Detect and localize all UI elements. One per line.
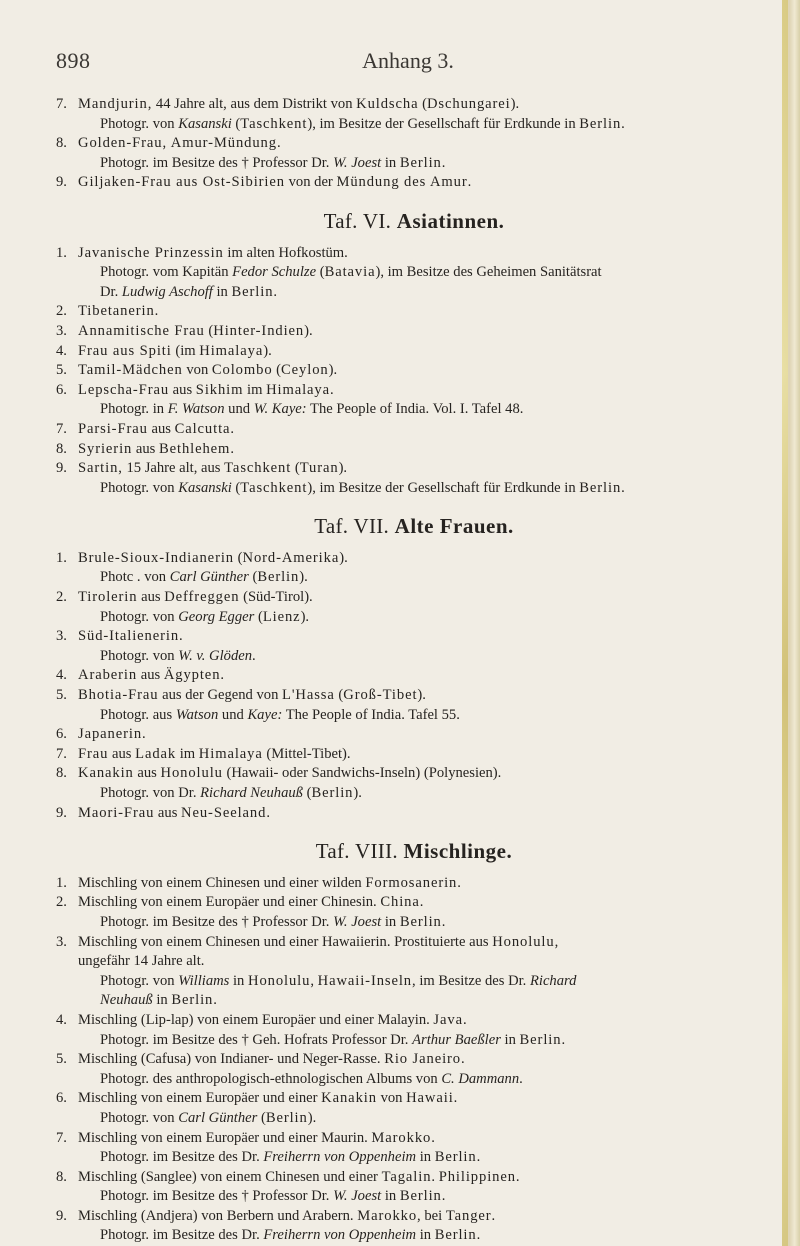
list-item: 4. Frau aus Spiti (im Himalaya). bbox=[56, 342, 772, 362]
entry-credit: Photogr. von Dr. Richard Neuhauß (Berlin). bbox=[100, 785, 362, 801]
list-item: 3. Annamitische Frau (Hinter-Indien). bbox=[56, 322, 772, 342]
entry-title: Mischling von einem Chinesen und einer Hawaiierin. Prostituierte aus Honolulu, bbox=[78, 933, 559, 950]
entry-credit: Photogr. vom Kapitän Fedor Schulze (Batavia), im Besitze des Geheimen Sanitätsrat bbox=[100, 264, 602, 281]
list-item: 8. Golden-Frau, Amur-Mündung. Photogr. im Besitze des † Professor Dr. W. Joest in Berlin. bbox=[56, 134, 772, 173]
list-item: 4. Mischling (Lip-lap) von einem Europäer und einer Malayin. Java. Photogr. im Besitze des † Geh. Hofrats Professor Dr. Arthur Baeßler in Berlin. bbox=[56, 1011, 772, 1050]
entry-credit: Photogr. im Besitze des † Geh. Hofrats Professor Dr. Arthur Baeßler in Berlin. bbox=[100, 1031, 566, 1048]
list-item: 4. Araberin aus Ägypten. bbox=[56, 666, 772, 686]
entry-title: Maori-Frau aus Neu-Seeland. bbox=[78, 804, 270, 821]
entry-title: Golden-Frau, Amur-Mündung. bbox=[78, 135, 282, 152]
entry-credit: Dr. Ludwig Aschoff in Berlin. bbox=[100, 283, 278, 300]
list-item: 7. Mandjurin, 44 Jahre alt, aus dem Distrikt von Kuldscha (Dschungarei). Photogr. von Kasanski (Taschkent), im Besitze der Gesellschaft für Erdkunde in Berlin. bbox=[56, 95, 772, 134]
entry-title: Süd-Italienerin. bbox=[78, 628, 184, 645]
entry-title: Sartin, 15 Jahre alt, aus Taschkent (Turan). bbox=[78, 460, 348, 477]
entry-credit: Photogr. des anthropologisch-ethnologischen Albums von C. Dammann. bbox=[100, 1070, 523, 1087]
entry-title: Mischling von einem Europäer und einer Maurin. Marokko. bbox=[78, 1129, 435, 1146]
entry-title: Brule-Sioux-Indianerin (Nord-Amerika). bbox=[78, 549, 348, 566]
entry-title: Mischling (Lip-lap) von einem Europäer und einer Malayin. Java. bbox=[78, 1011, 467, 1028]
page-content bbox=[56, 95, 772, 1246]
entry-credit: Photogr. von Kasanski (Taschkent), im Besitze der Gesellschaft für Erdkunde in Berlin. bbox=[100, 479, 625, 496]
entry-title: Mischling von einem Europäer und einer Kanakin von Hawaii. bbox=[78, 1090, 458, 1107]
list-item: 9. Mischling (Andjera) von Berbern und Arabern. Marokko, bei Tanger. Photogr. im Besitze des Dr. Freiherrn von Oppenheim in Berlin. bbox=[56, 1207, 772, 1246]
entry-title: Giljaken-Frau aus Ost-Sibirien von der Mündung des Amur. bbox=[78, 174, 472, 191]
page-header bbox=[56, 48, 760, 78]
list-item: 7. Mischling von einem Europäer und einer Maurin. Marokko. Photogr. im Besitze des Dr. Freiherrn von Oppenheim in Berlin. bbox=[56, 1129, 772, 1168]
entry-credit: Photogr. im Besitze des † Professor Dr. W. Joest in Berlin. bbox=[100, 154, 446, 171]
list-item: 6. Japanerin. bbox=[56, 725, 772, 745]
entry-credit: Photogr. im Besitze des Dr. Freiherrn von Oppenheim in Berlin. bbox=[100, 1227, 481, 1244]
list-item: 2. Tirolerin aus Deffreggen (Süd-Tirol). Photogr. von Georg Egger (Lienz). bbox=[56, 588, 772, 627]
entry-credit: Photogr. im Besitze des Dr. Freiherrn von Oppenheim in Berlin. bbox=[100, 1149, 481, 1166]
running-title: Anhang 3. bbox=[362, 48, 454, 73]
list-item: 7. Parsi-Frau aus Calcutta. bbox=[56, 420, 772, 440]
page-number: 898 bbox=[56, 48, 91, 73]
entry-credit: Photc . von Carl Günther (Berlin). bbox=[100, 569, 308, 586]
entry-title: Mischling (Sanglee) von einem Chinesen und einer Tagalin. Philippinen. bbox=[78, 1168, 520, 1185]
entry-title: Kanakin aus Honolulu (Hawaii- oder Sandwichs-Inseln) (Polynesien). bbox=[78, 765, 502, 782]
entry-title: Bhotia-Frau aus der Gegend von L'Hassa (Groß-Tibet). bbox=[78, 687, 426, 704]
list-item: 8. Kanakin aus Honolulu (Hawaii- oder Sandwichs-Inseln) (Polynesien). Photogr. von Dr. Richard Neuhauß (Berlin). bbox=[56, 764, 772, 803]
entry-credit: Photogr. von Georg Egger (Lienz). bbox=[100, 608, 310, 625]
list-item: 3. Süd-Italienerin. Photogr. von W. v. Glöden. bbox=[56, 627, 772, 666]
list-item: 6. Mischling von einem Europäer und einer Kanakin von Hawaii. Photogr. von Carl Günther (Berlin). bbox=[56, 1089, 772, 1128]
page-edge bbox=[782, 0, 788, 1246]
entry-credit: Photogr. von W. v. Glöden. bbox=[100, 647, 256, 664]
list-item: 5. Bhotia-Frau aus der Gegend von L'Hassa (Groß-Tibet). Photogr. aus Watson und Kaye: The People of India. Tafel 55. bbox=[56, 686, 772, 725]
entry-title: Syrierin aus Bethlehem. bbox=[78, 440, 234, 457]
entry-title: Tirolerin aus Deffreggen (Süd-Tirol). bbox=[78, 589, 313, 606]
plate-heading-vii: Taf. VII. Alte Frauen. bbox=[314, 514, 514, 539]
entry-title: Javanische Prinzessin im alten Hofkostüm. bbox=[78, 244, 348, 261]
entry-credit: Photogr. in F. Watson und W. Kaye: The People of India. Vol. I. Tafel 48. bbox=[100, 401, 524, 418]
entry-credit: Photogr. aus Watson und Kaye: The People of India. Tafel 55. bbox=[100, 706, 460, 723]
entry-credit: Photogr. von Kasanski (Taschkent), im Besitze der Gesellschaft für Erdkunde in Berlin. bbox=[100, 115, 625, 132]
plate-heading-viii: Taf. VIII. Mischlinge. bbox=[315, 839, 513, 864]
entry-title: Araberin aus Ägypten. bbox=[78, 667, 225, 684]
list-item: 9. Giljaken-Frau aus Ost-Sibirien von der Mündung des Amur. bbox=[56, 173, 772, 193]
entry-title: Lepscha-Frau aus Sikhim im Himalaya. bbox=[78, 381, 334, 398]
entry-title: Mischling (Andjera) von Berbern und Arabern. Marokko, bei Tanger. bbox=[78, 1207, 496, 1224]
list-item: 8. Mischling (Sanglee) von einem Chinesen und einer Tagalin. Philippinen. Photogr. im Besitze des † Professor Dr. W. Joest in Berlin. bbox=[56, 1168, 772, 1207]
entry-title: Japanerin. bbox=[78, 726, 147, 743]
entry-credit: Photogr. im Besitze des † Professor Dr. W. Joest in Berlin. bbox=[100, 913, 446, 930]
entry-title: Tibetanerin. bbox=[78, 303, 160, 320]
entry-title: Mischling von einem Chinesen und einer wilden Formosanerin. bbox=[78, 874, 461, 891]
list-item: 6. Lepscha-Frau aus Sikhim im Himalaya. Photogr. in F. Watson und W. Kaye: The People of India. Vol. I. Tafel 48. bbox=[56, 381, 772, 420]
entry-title: Frau aus Spiti (im Himalaya). bbox=[78, 342, 272, 359]
entry-title: Frau aus Ladak im Himalaya (Mittel-Tibet). bbox=[78, 745, 351, 762]
list-item: 1. Brule-Sioux-Indianerin (Nord-Amerika). Photc . von Carl Günther (Berlin). bbox=[56, 549, 772, 588]
list-item: 2. Mischling von einem Europäer und einer Chinesin. China. Photogr. im Besitze des † Professor Dr. W. Joest in Berlin. bbox=[56, 893, 772, 932]
list-item: 9. Maori-Frau aus Neu-Seeland. bbox=[56, 804, 772, 824]
list-item: 8. Syrierin aus Bethlehem. bbox=[56, 440, 772, 460]
list-item: 1. Mischling von einem Chinesen und einer wilden Formosanerin. bbox=[56, 874, 772, 894]
entry-credit: Photogr. von Carl Günther (Berlin). bbox=[100, 1109, 317, 1126]
list-item: 5. Tamil-Mädchen von Colombo (Ceylon). bbox=[56, 361, 772, 381]
list-item: 3. Mischling von einem Chinesen und einer Hawaiierin. Prostituierte aus Honolulu, ungefähr 14 Jahre alt. Photogr. von Williams in Honolulu, Hawaii-Inseln, im Besitze des Dr. Richard Neuhauß in Berlin. bbox=[56, 933, 772, 1011]
entry-title-cont: ungefähr 14 Jahre alt. bbox=[78, 953, 205, 970]
entry-title: Tamil-Mädchen von Colombo (Ceylon). bbox=[78, 362, 338, 379]
entry-title: Mischling (Cafusa) von Indianer- und Neger-Rasse. Rio Janeiro. bbox=[78, 1051, 465, 1068]
list-item: 9. Sartin, 15 Jahre alt, aus Taschkent (Turan). Photogr. von Kasanski (Taschkent), im Besitze der Gesellschaft für Erdkunde in Berlin. bbox=[56, 459, 772, 498]
list-item: 7. Frau aus Ladak im Himalaya (Mittel-Tibet). bbox=[56, 745, 772, 765]
entry-credit: Photogr. von Williams in Honolulu, Hawaii-Inseln, im Besitze des Dr. Richard bbox=[100, 972, 577, 989]
list-item: 5. Mischling (Cafusa) von Indianer- und Neger-Rasse. Rio Janeiro. Photogr. des anthropologisch-ethnologischen Albums von C. Dammann. bbox=[56, 1050, 772, 1089]
list-item: 1. Javanische Prinzessin im alten Hofkostüm. Photogr. vom Kapitän Fedor Schulze (Batavia), im Besitze des Geheimen Sanitätsrat Dr. Ludwig Aschoff in Berlin. bbox=[56, 244, 772, 303]
plate-heading-vi: Taf. VI. Asiatinnen. bbox=[323, 208, 505, 233]
list-item: 2. Tibetanerin. bbox=[56, 302, 772, 322]
entry-title: Mischling von einem Europäer und einer Chinesin. China. bbox=[78, 894, 424, 911]
entry-title: Parsi-Frau aus Calcutta. bbox=[78, 420, 235, 437]
entry-credit: Neuhauß in Berlin. bbox=[100, 992, 217, 1009]
entry-title: Mandjurin, 44 Jahre alt, aus dem Distrikt von Kuldscha (Dschungarei). bbox=[78, 96, 520, 112]
entry-credit: Photogr. im Besitze des † Professor Dr. W. Joest in Berlin. bbox=[100, 1188, 446, 1205]
entry-title: Annamitische Frau (Hinter-Indien). bbox=[78, 322, 313, 339]
